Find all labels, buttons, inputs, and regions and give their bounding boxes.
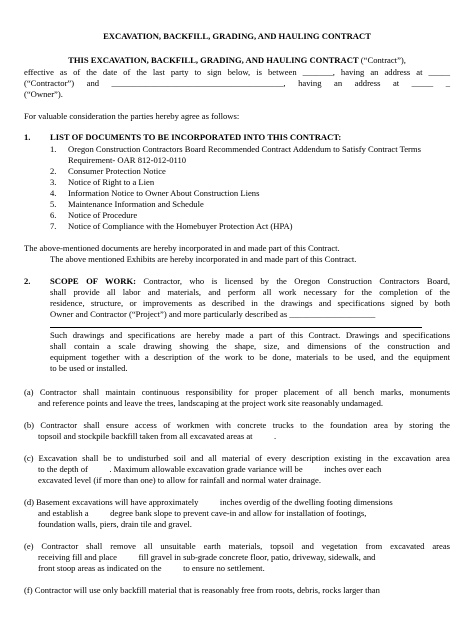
consideration-text: For valuable consideration the parties hereby agree as follows: — [24, 111, 240, 121]
scope-line-6: shall contain a scale drawing showing the shape, size, and dimensions of the construction and — [50, 341, 450, 351]
doc-item-3-text: Notice of Right to a Lien — [68, 177, 155, 187]
intro-contract-name: THIS EXCAVATION, BACKFILL, GRADING, AND HAULING CONTRACT — [68, 55, 359, 65]
scope-line-1 — [50, 276, 450, 287]
scope-line-1-text: Contractor, who is licensed by the Oregon Construction Contractors Board, — [136, 276, 450, 286]
clause-a-line-1: (a) Contractor shall maintain continuous responsibility for proper placement of all bench marks, monuments — [24, 387, 450, 397]
doc-item-2-number: 2. — [50, 166, 57, 176]
scope-line-2: shall provide all labor and materials, and perform all work necessary for the completion of the — [50, 287, 450, 297]
doc-item-6-number: 6. — [50, 210, 57, 220]
intro-contract-alias: (“Contract”), — [358, 55, 406, 65]
incorporated-documents-text: The above-mentioned documents are hereby incorporated in and made part of this Contract. — [24, 243, 340, 253]
section-1-heading: LIST OF DOCUMENTS TO BE INCORPORATED INTO THIS CONTRACT: — [50, 132, 342, 142]
clause-e-line-2: receiving fill and place fill gravel in sub-grade concrete floor, patio, driveway, sidewalk, and — [38, 552, 376, 562]
doc-item-5-text: Maintenance Information and Schedule — [68, 199, 204, 209]
clause-d-line-3: foundation walls, piers, drain tile and gravel. — [38, 519, 192, 529]
clause-b-line-1: (b) Contractor shall ensure access of workmen with concrete trucks to the foundation area by storing the — [24, 420, 450, 430]
intro-line-4: (“Owner”). — [24, 89, 63, 99]
clause-f-line-1: (f) Contractor will use only backfill material that is reasonably free from roots, debris, rocks larger than — [24, 585, 380, 595]
clause-b-line-2: topsoil and stockpile backfill taken from all excavated areas at . — [38, 431, 277, 441]
doc-item-7-text: Notice of Compliance with the Homebuyer Protection Act (HPA) — [68, 221, 293, 231]
clause-a-line-2: and reference points and leave the trees, landscaping at the project work site reasonably undamaged. — [38, 398, 384, 408]
doc-item-1-text-cont: Requirement- OAR 812-012-0110 — [68, 155, 187, 165]
scope-line-3: residence, structure, or improvements as described in the drawings and specifications signed by both — [50, 298, 450, 308]
section-2-number: 2. — [24, 276, 31, 286]
clause-d-line-2: and establish a degree bank slope to prevent cave-in and allow for installation of footings, — [38, 508, 367, 518]
intro-line-3: (“Contractor”) and ________________________________________, having an address at _____ _ — [24, 78, 450, 88]
doc-item-1-number: 1. — [50, 144, 57, 154]
section-1-number: 1. — [24, 132, 31, 142]
scope-line-7: equipment together with a description of the work to be done, materials to be used, and the equipment — [50, 352, 450, 362]
clause-c-line-3: excavated level (if more than one) to allow for rainfall and normal water drainage. — [38, 475, 321, 485]
doc-item-4-number: 4. — [50, 188, 57, 198]
intro-line-2: effective as of the date of the last party to sign below, is between _______, having an address at _____ — [24, 67, 450, 77]
doc-item-4-text: Information Notice to Owner About Construction Liens — [68, 188, 260, 198]
scope-line-4: Owner and Contractor (“Project”) and more particularly described as ____________________ — [50, 309, 376, 319]
clause-d-line-1: (d) Basement excavations will have approximately inches overdig of the dwelling footing dimensions — [24, 497, 393, 507]
doc-item-2-text: Consumer Protection Notice — [68, 166, 166, 176]
scope-line-5: Such drawings and specifications are hereby made a part of this Contract. Drawings and specifications — [50, 330, 450, 340]
document-title: EXCAVATION, BACKFILL, GRADING, AND HAULING CONTRACT — [103, 31, 371, 41]
doc-item-6-text: Notice of Procedure — [68, 210, 138, 220]
section-2-heading: SCOPE OF WORK: — [50, 276, 136, 286]
clause-c-line-2: to the depth of . Maximum allowable excavation grade variance will be inches over each — [38, 464, 382, 474]
clause-c-line-1: (c) Excavation shall be to undisturbed soil and all material of every description existing in the excavation area — [24, 453, 450, 463]
incorporated-exhibits-text: The above mentioned Exhibits are hereby incorporated in and made part of this Contract. — [50, 254, 357, 264]
intro-line-1 — [0, 55, 474, 66]
doc-item-3-number: 3. — [50, 177, 57, 187]
clause-e-line-3: front stoop areas as indicated on the to ensure no settlement. — [38, 563, 265, 573]
scope-line-8: to be used or installed. — [50, 363, 128, 373]
clause-e-line-1: (e) Contractor shall remove all unsuitable earth materials, topsoil and vegetation from excavated areas — [24, 541, 450, 551]
doc-item-1-text: Oregon Construction Contractors Board Recommended Contract Addendum to Satisfy Contract Terms — [68, 144, 421, 154]
doc-item-7-number: 7. — [50, 221, 57, 231]
doc-item-5-number: 5. — [50, 199, 57, 209]
scope-description-underline — [50, 327, 422, 328]
